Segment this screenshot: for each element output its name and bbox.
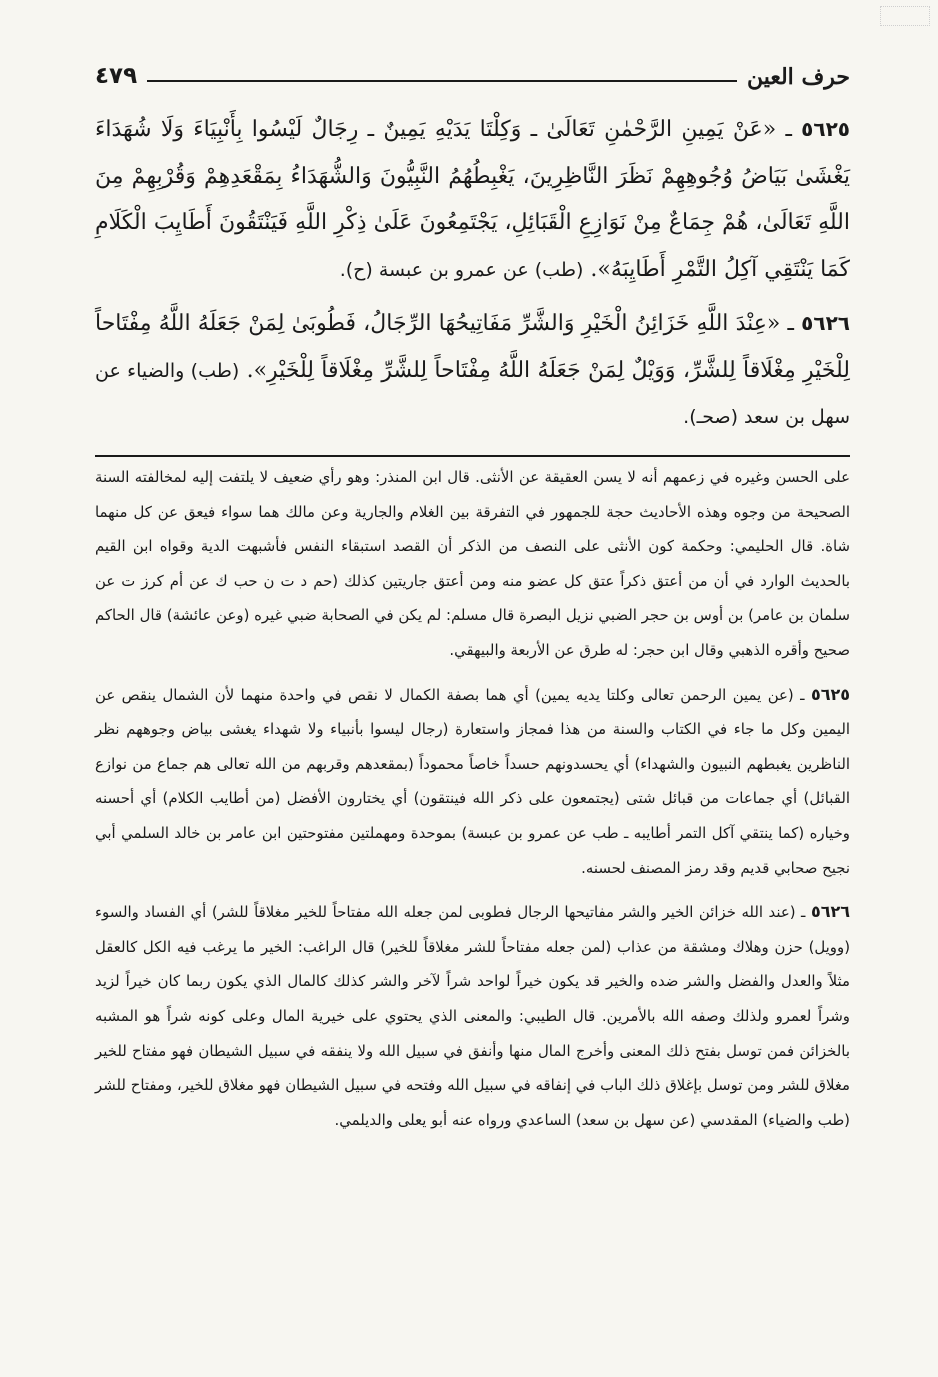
note-body: ـ (عن يمين الرحمن تعالى وكلتا يديه يمين) أي هما بصفة الكمال لا نقص في واحدة منهما لأن الشمال ينقص عن اليمين وكل ما جاء في الكتاب والسنة من هذا فمجاز واستعارة (رجال ليسوا بأنبياء ولا شهداء يغشى بياض وجوههم نظر الناظرين يغبطهم النبيون والشهداء) أي يحسدونهم حسداً خاصاً محموداً (بمقعدهم وقربهم من الله تعالى هم جماع من نوازع القبائل) أي جماعات من قبائل شتى (يجتمعون على ذكر الله فينتقون) أي يختارون الأفضل (من أطايب الكلام) أي أحسنه وخياره (كما ينتقي آكل التمر أطايبه ـ طب عن عمرو بن عبسة) بموحدة ومهملتين مفتوحتين ابن عامر بن خالد السلمي أبي نجيح صحابي قديم وقد رمز المصنف لحسنه. [95, 685, 850, 877]
corner-stamp [880, 6, 930, 26]
commentary [95, 460, 850, 1137]
commentary-note [95, 678, 850, 886]
hadith-entry: ٥٦٢٥ ـ «عَنْ يَمِينِ الرَّحْمٰنِ تَعَالَىٰ ـ وَكِلْتَا يَدَيْهِ يَمِينٌ ـ رِجَالٌ لَيْسُوا بِأَنْبِيَاءَ وَلَا شُهَدَاءَ يَغْشَىٰ بَيَاضُ وُجُوهِهِمْ نَظَرَ النَّاظِرِينَ، يَغْبِطُهُمُ النَّبِيُّونَ وَالشُّهَدَاءُ بِمَقْعَدِهِمْ وَقُرْبِهِمْ مِنَ اللَّهِ تَعَالَىٰ، هُمْ جِمَاعٌ مِنْ نَوَازِعِ الْقَبَائِلِ، يَجْتَمِعُونَ عَلَىٰ ذِكْرِ اللَّهِ فَيَنْتَقُونَ أَطَايِبَ الْكَلَامِ كَمَا يَنْتَقِي آكِلُ التَّمْرِ أَطَايِبَهُ». (طب) عن عمرو بن عبسة (ح). [95, 117, 850, 282]
hadith-body: «عَنْ يَمِينِ الرَّحْمٰنِ تَعَالَىٰ ـ وَكِلْتَا يَدَيْهِ يَمِينٌ ـ رِجَالٌ لَيْسُوا بِأَنْبِيَاءَ وَلَا شُهَدَاءَ يَغْشَىٰ بَيَاضُ وُجُوهِهِمْ نَظَرَ النَّاظِرِينَ، يَغْبِطُهُمُ النَّبِيُّونَ وَالشُّهَدَاءُ بِمَقْعَدِهِمْ وَقُرْبِهِمْ مِنَ اللَّهِ تَعَالَىٰ، هُمْ جِمَاعٌ مِنْ نَوَازِعِ الْقَبَائِلِ، يَجْتَمِعُونَ عَلَىٰ ذِكْرِ اللَّهِ فَيَنْتَقُونَ أَطَايِبَ الْكَلَامِ كَمَا يَنْتَقِي آكِلُ التَّمْرِ أَطَايِبَهُ». [95, 117, 850, 282]
commentary-note [95, 895, 850, 1137]
hadith-body: «عِنْدَ اللَّهِ خَزَائِنُ الْخَيْرِ وَالشَّرِّ مَفَاتِيحُهَا الرِّجَالُ، فَطُوبَىٰ لِمَنْ جَعَلَهُ اللَّهُ مِفْتَاحاً لِلْخَيْرِ مِغْلَاقاً لِلشَّرِّ، وَوَيْلٌ لِمَنْ جَعَلَهُ اللَّهُ مِفْتَاحاً لِلشَّرِّ مِغْلَاقاً لِلْخَيْرِ». [95, 311, 850, 383]
note-body: ـ (عند الله خزائن الخير والشر مفاتيحها الرجال فطوبى لمن جعله الله مفتاحاً للخير مغلاقاً للشر) أي الفساد والسوء (وويل) حزن وهلاك ومشقة من عذاب (لمن جعله مفتاحاً للشر مغلاقاً للخير) قال الراغب: الخير ما يرغب فيه الكل كالعقل مثلاً والعدل والفضل والشر ضده والخير قد يكون خيراً لواحد شراً لآخر والشر كذلك كالمال الذي يكون ربما كان خيراً لزيد وشراً لعمرو ولذلك وصفه الله بالأمرين. قال الطيبي: والمعنى الذي يحتوي على خيرية المال وعلى كونه شراً هو المشبه بالخزائن فمن توسل بفتح ذلك المعنى وأخرج المال منها وأنفق في سبيل الله ولا ينفقه في سبيل الشيطان فهو مفتاح للخير مغلاق للشر ومن توسل بإغلاق ذلك الباب في إنفاقه في سبيل الله وفتحه في سبيل الشيطان فهو مغلاق للخير، ومفتاح للشر (طب والضياء) المقدسي (عن سهل بن سعد) الساعدي ورواه عنه أبو يعلى والديلمي. [95, 903, 850, 1129]
commentary-continuation: على الحسن وغيره في زعمهم أنه لا يسن العقيقة عن الأنثى. قال ابن المنذر: وهو رأي ضعيف لا يلتفت إليه لمخالفته السنة الصحيحة من وجوه وهذه الأحاديث حجة للجمهور في التفرقة بين الغلام والجارية وعن مالك هما سواء فيعق عن كل منهما شاة. قال الحليمي: وحكمة كون الأنثى على النصف من الذكر أن القصد استبقاء النفس فأشبهت الدية وقواه ابن القيم بالحديث الوارد في أن من أعتق ذكراً عتق كل عضو منه ومن أعتق جاريتين كذلك (حم د ت ن حب ك عن أم كرز ت عن سلمان بن عامر) بن أوس بن حجر الضبي نزيل البصرة قال مسلم: لم يكن في الصحابة ضبي غيره (وعن عائشة) قال الحاكم صحيح وأقره الذهبي وقال ابن حجر: له طرق عن الأربعة والبيهقي. [95, 468, 850, 659]
note-number: ٥٦٢٦ [810, 902, 850, 922]
note-number: ٥٦٢٥ [810, 684, 851, 704]
hadith-source: (طب) والضياء عن سهل بن سعد (صحـ). [95, 359, 850, 428]
hadith-entry: ٥٦٢٦ ـ «عِنْدَ اللَّهِ خَزَائِنُ الْخَيْرِ وَالشَّرِّ مَفَاتِيحُهَا الرِّجَالُ، فَطُوبَىٰ لِمَنْ جَعَلَهُ اللَّهُ مِفْتَاحاً لِلْخَيْرِ مِغْلَاقاً لِلشَّرِّ، وَوَيْلٌ لِمَنْ جَعَلَهُ اللَّهُ مِفْتَاحاً لِلشَّرِّ مِغْلَاقاً لِلْخَيْرِ». (طب) والضياء عن سهل بن سعد (صحـ). [95, 311, 850, 428]
hadith-text [95, 106, 850, 441]
hadith-number: ٥٦٢٥ [801, 117, 850, 141]
chapter-title: حرف العين [746, 64, 850, 90]
footnote-separator [95, 455, 850, 457]
hadith-source: (طب) عن عمرو بن عبسة (ح). [339, 258, 584, 281]
hadith-number: ٥٦٢٦ [801, 311, 850, 335]
page-header [95, 52, 850, 92]
header-rule [147, 80, 737, 82]
page-number: ٤٧٩ [95, 63, 138, 89]
